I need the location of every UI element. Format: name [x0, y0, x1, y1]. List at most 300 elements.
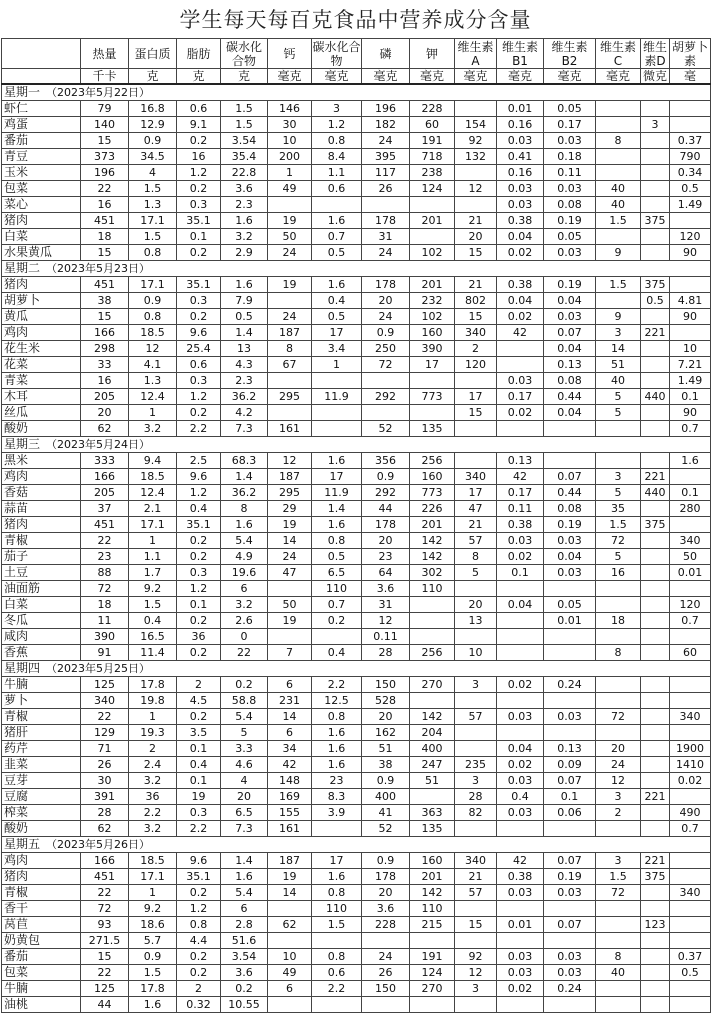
value-cell: 1.6	[221, 277, 268, 293]
column-header: 碳水化合物	[221, 39, 268, 69]
value-cell: 0.17	[497, 389, 544, 405]
value-cell: 0.1	[670, 389, 711, 405]
value-cell: 4.6	[221, 757, 268, 773]
table-row	[2, 997, 711, 1013]
value-cell: 23	[312, 773, 362, 789]
value-cell: 187	[268, 853, 312, 869]
food-name: 玉米	[2, 165, 81, 181]
value-cell: 20	[81, 405, 129, 421]
value-cell: 0.5	[312, 309, 362, 325]
column-header: 维生素C	[596, 39, 641, 69]
value-cell: 201	[410, 213, 455, 229]
value-cell: 160	[410, 469, 455, 485]
value-cell: 9.2	[129, 901, 177, 917]
value-cell	[641, 757, 670, 773]
value-cell: 0.03	[544, 885, 596, 901]
food-name: 青豆	[2, 149, 81, 165]
value-cell: 1	[129, 885, 177, 901]
value-cell	[410, 997, 455, 1013]
value-cell	[312, 629, 362, 645]
value-cell: 1.2	[177, 485, 221, 501]
value-cell: 79	[81, 101, 129, 117]
value-cell: 201	[410, 869, 455, 885]
value-cell: 0.01	[497, 917, 544, 933]
value-cell	[544, 629, 596, 645]
column-header: 钙	[268, 39, 312, 69]
value-cell: 12.9	[129, 117, 177, 133]
value-cell: 4	[221, 773, 268, 789]
value-cell: 221	[641, 469, 670, 485]
value-cell: 0.7	[670, 421, 711, 437]
value-cell	[410, 405, 455, 421]
table-row	[2, 293, 711, 309]
value-cell	[497, 613, 544, 629]
table-row	[2, 773, 711, 789]
value-cell: 0.03	[497, 197, 544, 213]
food-name: 黄瓜	[2, 309, 81, 325]
food-name: 榨菜	[2, 805, 81, 821]
column-unit: 毫克	[455, 69, 497, 85]
value-cell: 10	[268, 133, 312, 149]
food-name: 花菜	[2, 357, 81, 373]
value-cell: 40	[596, 181, 641, 197]
value-cell: 0.07	[544, 853, 596, 869]
value-cell: 5.7	[129, 933, 177, 949]
value-cell: 0.03	[544, 709, 596, 725]
table-row	[2, 981, 711, 997]
value-cell: 0.5	[312, 245, 362, 261]
value-cell: 3.2	[221, 229, 268, 245]
value-cell: 18	[81, 229, 129, 245]
page-title: 学生每天每百克食品中营养成分含量	[179, 8, 532, 32]
food-name: 韭菜	[2, 757, 81, 773]
value-cell: 1900	[670, 741, 711, 757]
value-cell: 10	[670, 341, 711, 357]
value-cell: 1.5	[596, 517, 641, 533]
value-cell: 0.3	[177, 197, 221, 213]
value-cell: 91	[81, 645, 129, 661]
value-cell: 280	[670, 501, 711, 517]
food-name: 咸肉	[2, 629, 81, 645]
food-name: 香菇	[2, 485, 81, 501]
value-cell	[455, 373, 497, 389]
value-cell	[312, 933, 362, 949]
value-cell: 5	[596, 389, 641, 405]
value-cell	[596, 821, 641, 837]
value-cell: 14	[268, 885, 312, 901]
value-cell: 0.19	[544, 517, 596, 533]
value-cell: 72	[362, 357, 410, 373]
value-cell: 1.5	[596, 869, 641, 885]
food-name: 萝卜	[2, 693, 81, 709]
value-cell: 0.44	[544, 485, 596, 501]
value-cell: 166	[81, 469, 129, 485]
food-name: 豆腐	[2, 789, 81, 805]
value-cell	[410, 373, 455, 389]
value-cell: 3.54	[221, 133, 268, 149]
value-cell	[455, 421, 497, 437]
value-cell: 0.02	[497, 245, 544, 261]
value-cell: 90	[670, 405, 711, 421]
value-cell: 0.37	[670, 949, 711, 965]
value-cell: 68.3	[221, 453, 268, 469]
value-cell: 356	[362, 453, 410, 469]
value-cell: 110	[410, 901, 455, 917]
value-cell: 0.7	[670, 821, 711, 837]
value-cell: 142	[410, 549, 455, 565]
value-cell: 5	[455, 565, 497, 581]
table-row	[2, 469, 711, 485]
value-cell: 0.03	[544, 245, 596, 261]
value-cell: 15	[81, 309, 129, 325]
table-row	[2, 597, 711, 613]
day-date: （2023年5月25日）	[46, 662, 151, 675]
food-name: 青椒	[2, 709, 81, 725]
value-cell: 142	[410, 709, 455, 725]
column-header: 钾	[410, 39, 455, 69]
value-cell: 162	[362, 725, 410, 741]
value-cell: 47	[455, 501, 497, 517]
value-cell: 0.17	[544, 117, 596, 133]
value-cell: 1.6	[312, 757, 362, 773]
value-cell: 2.3	[221, 197, 268, 213]
table-row	[2, 325, 711, 341]
value-cell: 0.8	[177, 917, 221, 933]
value-cell: 187	[268, 325, 312, 341]
value-cell: 123	[641, 917, 670, 933]
value-cell: 1.6	[312, 277, 362, 293]
value-cell: 363	[410, 805, 455, 821]
value-cell: 57	[455, 709, 497, 725]
value-cell: 7.3	[221, 421, 268, 437]
value-cell	[641, 709, 670, 725]
value-cell	[641, 613, 670, 629]
value-cell: 0.01	[544, 613, 596, 629]
value-cell: 35.1	[177, 277, 221, 293]
value-cell: 0.01	[497, 101, 544, 117]
value-cell: 24	[362, 133, 410, 149]
value-cell	[544, 933, 596, 949]
value-cell: 21	[455, 869, 497, 885]
value-cell: 221	[641, 789, 670, 805]
value-cell: 0.03	[497, 805, 544, 821]
table-row	[2, 213, 711, 229]
value-cell: 35.1	[177, 869, 221, 885]
table-row	[2, 757, 711, 773]
food-name: 油面筋	[2, 581, 81, 597]
column-unit: 克	[129, 69, 177, 85]
value-cell: 120	[670, 229, 711, 245]
food-name: 猪肉	[2, 517, 81, 533]
value-cell: 20	[362, 533, 410, 549]
value-cell: 67	[268, 357, 312, 373]
value-cell: 340	[455, 853, 497, 869]
value-cell: 142	[410, 885, 455, 901]
value-cell: 52	[362, 821, 410, 837]
value-cell	[641, 453, 670, 469]
table-row	[2, 949, 711, 965]
value-cell: 451	[81, 517, 129, 533]
value-cell	[641, 805, 670, 821]
value-cell: 0.1	[177, 773, 221, 789]
value-cell: 0.04	[497, 741, 544, 757]
value-cell: 187	[268, 469, 312, 485]
value-cell	[641, 773, 670, 789]
table-row	[2, 117, 711, 133]
value-cell: 1.5	[221, 101, 268, 117]
food-name: 冬瓜	[2, 613, 81, 629]
value-cell	[641, 581, 670, 597]
value-cell: 0.03	[544, 533, 596, 549]
value-cell: 50	[268, 229, 312, 245]
value-cell: 18.5	[129, 325, 177, 341]
value-cell: 37	[81, 501, 129, 517]
table-row	[2, 725, 711, 741]
value-cell: 16.8	[129, 101, 177, 117]
value-cell: 0.03	[497, 885, 544, 901]
value-cell: 0.2	[177, 709, 221, 725]
value-cell: 0.8	[312, 533, 362, 549]
food-name: 白菜	[2, 597, 81, 613]
food-name: 包菜	[2, 181, 81, 197]
value-cell: 5	[221, 725, 268, 741]
value-cell	[455, 101, 497, 117]
value-cell	[312, 373, 362, 389]
value-cell: 36.2	[221, 389, 268, 405]
value-cell: 2	[177, 981, 221, 997]
value-cell	[455, 693, 497, 709]
value-cell: 3.2	[129, 421, 177, 437]
value-cell: 19	[268, 613, 312, 629]
table-row	[2, 693, 711, 709]
value-cell: 150	[362, 677, 410, 693]
day-name: 星期五	[4, 837, 41, 851]
table-row	[2, 805, 711, 821]
value-cell	[410, 629, 455, 645]
value-cell: 196	[81, 165, 129, 181]
value-cell: 20	[596, 741, 641, 757]
value-cell: 110	[312, 581, 362, 597]
value-cell: 0.07	[544, 917, 596, 933]
value-cell: 154	[455, 117, 497, 133]
value-cell: 40	[596, 373, 641, 389]
value-cell: 90	[670, 309, 711, 325]
value-cell: 0.9	[362, 853, 410, 869]
value-cell	[641, 197, 670, 213]
value-cell: 15	[81, 133, 129, 149]
column-unit: 毫克	[410, 69, 455, 85]
value-cell: 1.6	[312, 213, 362, 229]
value-cell: 15	[455, 405, 497, 421]
value-cell: 17.1	[129, 277, 177, 293]
value-cell	[268, 293, 312, 309]
column-header: 维生素B1	[497, 39, 544, 69]
value-cell: 250	[362, 341, 410, 357]
value-cell	[596, 981, 641, 997]
value-cell: 125	[81, 677, 129, 693]
value-cell: 1.6	[312, 741, 362, 757]
food-name: 猪肉	[2, 213, 81, 229]
day-date: （2023年5月23日）	[46, 262, 151, 275]
value-cell: 0.1	[177, 597, 221, 613]
value-cell: 0.3	[177, 805, 221, 821]
value-cell: 22	[81, 709, 129, 725]
value-cell	[596, 677, 641, 693]
value-cell	[596, 453, 641, 469]
value-cell: 0.02	[497, 405, 544, 421]
day-header	[2, 84, 711, 101]
value-cell: 1.3	[129, 197, 177, 213]
value-cell: 2	[177, 677, 221, 693]
value-cell: 6.5	[221, 805, 268, 821]
value-cell: 3.5	[177, 725, 221, 741]
value-cell	[410, 229, 455, 245]
day-name: 星期三	[4, 437, 41, 451]
value-cell: 8	[268, 341, 312, 357]
value-cell: 0.7	[670, 613, 711, 629]
table-row	[2, 101, 711, 117]
table-row	[2, 677, 711, 693]
value-cell: 82	[455, 805, 497, 821]
value-cell: 23	[81, 549, 129, 565]
value-cell: 1	[268, 165, 312, 181]
value-cell: 0.13	[544, 357, 596, 373]
value-cell: 1.5	[596, 213, 641, 229]
table-row	[2, 565, 711, 581]
value-cell: 0.38	[497, 869, 544, 885]
food-name: 黑米	[2, 453, 81, 469]
value-cell: 0.6	[312, 965, 362, 981]
value-cell: 31	[362, 597, 410, 613]
value-cell: 1.1	[312, 165, 362, 181]
value-cell: 178	[362, 213, 410, 229]
value-cell: 19.3	[129, 725, 177, 741]
value-cell: 0.17	[497, 485, 544, 501]
value-cell: 72	[81, 901, 129, 917]
value-cell: 0.9	[129, 133, 177, 149]
value-cell: 3.4	[312, 341, 362, 357]
value-cell: 0.03	[544, 965, 596, 981]
value-cell: 17	[312, 469, 362, 485]
value-cell: 4.5	[177, 693, 221, 709]
value-cell: 0.02	[497, 309, 544, 325]
value-cell: 52	[362, 421, 410, 437]
value-cell: 1.6	[221, 213, 268, 229]
day-row	[2, 661, 711, 677]
day-header	[2, 437, 711, 453]
value-cell: 0.03	[497, 373, 544, 389]
value-cell: 8	[455, 549, 497, 565]
value-cell: 26	[362, 181, 410, 197]
value-cell	[544, 453, 596, 469]
value-cell: 10	[455, 645, 497, 661]
table-row	[2, 645, 711, 661]
value-cell: 0.24	[544, 677, 596, 693]
value-cell	[455, 197, 497, 213]
value-cell: 11.9	[312, 389, 362, 405]
value-cell: 15	[81, 949, 129, 965]
value-cell: 1	[129, 709, 177, 725]
value-cell: 120	[455, 357, 497, 373]
value-cell: 44	[81, 997, 129, 1013]
value-cell: 42	[497, 853, 544, 869]
value-cell	[497, 357, 544, 373]
value-cell: 3.6	[362, 901, 410, 917]
value-cell: 88	[81, 565, 129, 581]
value-cell	[362, 405, 410, 421]
value-cell: 22	[81, 533, 129, 549]
value-cell	[670, 933, 711, 949]
value-cell: 191	[410, 949, 455, 965]
value-cell: 0.18	[544, 149, 596, 165]
value-cell: 24	[268, 245, 312, 261]
value-cell: 0.5	[221, 309, 268, 325]
value-cell: 1.6	[312, 453, 362, 469]
table-row	[2, 821, 711, 837]
value-cell	[670, 997, 711, 1013]
value-cell: 1.49	[670, 373, 711, 389]
value-cell	[544, 725, 596, 741]
value-cell: 62	[81, 421, 129, 437]
value-cell: 57	[455, 533, 497, 549]
value-cell: 124	[410, 181, 455, 197]
value-cell: 2.2	[312, 981, 362, 997]
value-cell: 7.3	[221, 821, 268, 837]
value-cell: 72	[596, 533, 641, 549]
value-cell: 35.1	[177, 517, 221, 533]
table-row	[2, 373, 711, 389]
value-cell: 1.5	[596, 277, 641, 293]
column-unit: 千卡	[81, 69, 129, 85]
food-name: 白菜	[2, 229, 81, 245]
value-cell: 0.01	[670, 565, 711, 581]
value-cell: 2.5	[177, 453, 221, 469]
value-cell: 19	[268, 869, 312, 885]
value-cell	[596, 693, 641, 709]
value-cell	[497, 997, 544, 1013]
value-cell: 215	[410, 917, 455, 933]
value-cell: 451	[81, 213, 129, 229]
value-cell: 1.6	[312, 869, 362, 885]
value-cell	[641, 645, 670, 661]
value-cell: 24	[362, 309, 410, 325]
value-cell: 0.07	[544, 325, 596, 341]
value-cell: 400	[362, 789, 410, 805]
value-cell: 0.04	[497, 597, 544, 613]
value-cell: 0.05	[544, 229, 596, 245]
value-cell: 390	[410, 341, 455, 357]
column-header: 维生素A	[455, 39, 497, 69]
value-cell: 247	[410, 757, 455, 773]
value-cell: 391	[81, 789, 129, 805]
value-cell	[497, 629, 544, 645]
value-cell: 51	[362, 741, 410, 757]
table-row	[2, 357, 711, 373]
value-cell: 14	[268, 533, 312, 549]
value-cell: 47	[268, 565, 312, 581]
table-row	[2, 149, 711, 165]
value-cell: 1.4	[221, 325, 268, 341]
food-name: 木耳	[2, 389, 81, 405]
value-cell: 148	[268, 773, 312, 789]
value-cell: 49	[268, 181, 312, 197]
value-cell: 0.03	[497, 133, 544, 149]
value-cell: 0.03	[544, 133, 596, 149]
table-row	[2, 341, 711, 357]
value-cell	[268, 997, 312, 1013]
value-cell: 72	[81, 581, 129, 597]
value-cell: 256	[410, 453, 455, 469]
